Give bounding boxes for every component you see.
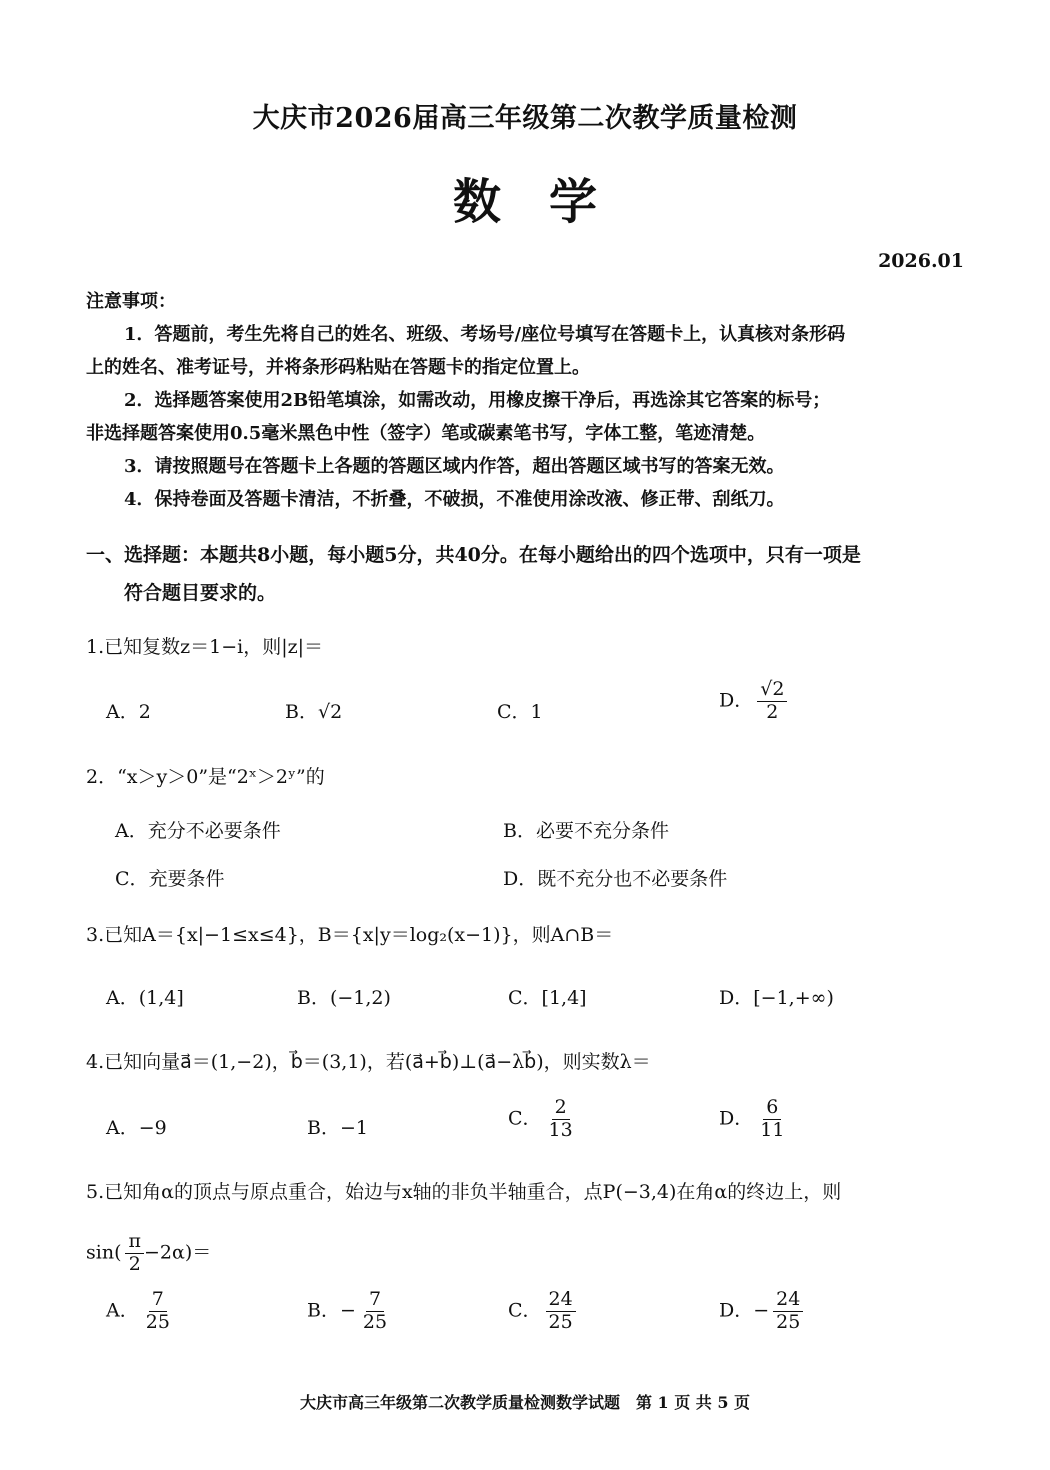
fraction	[546, 1290, 576, 1333]
numerator: 6	[763, 1098, 781, 1120]
question-5-option-a	[106, 1290, 173, 1333]
question-5-stem-formula	[86, 1232, 211, 1275]
question-2-option-a: A．充分不必要条件	[115, 820, 281, 842]
subject-title: 数学	[452, 174, 645, 230]
exam-date: 2026.01	[878, 250, 964, 272]
question-5-option-b	[307, 1290, 390, 1333]
question-5-stem: 5.已知角α的顶点与原点重合，始边与x轴的非负半轴重合，点P(−3,4)在角α的终边上，则	[86, 1181, 842, 1203]
denominator: 25	[548, 1310, 573, 1333]
question-2-option-d: D．既不充分也不必要条件	[503, 868, 728, 890]
numerator: 7	[366, 1290, 384, 1312]
notice-item-4: 4．保持卷面及答题卡清洁，不折叠，不破损，不准使用涂改液、修正带、刮纸刀。	[124, 489, 785, 510]
option-label: A．	[106, 1299, 139, 1322]
fraction	[757, 680, 787, 723]
question-4-stem: 4.已知向量a⃗＝(1,−2)，b⃗＝(3,1)，若(a⃗+b⃗)⊥(a⃗−λb⃗)，则实数λ＝	[86, 1051, 651, 1073]
question-4-option-d	[719, 1098, 787, 1141]
denominator: 13	[548, 1118, 573, 1141]
question-3-option-d: D．[−1,+∞)	[719, 987, 834, 1009]
option-label: C．	[508, 1299, 542, 1322]
notice-item-1-cont: 上的姓名、准考证号，并将条形码粘贴在答题卡的指定位置上。	[86, 357, 590, 378]
numerator: √2	[757, 680, 787, 702]
question-2-stem: 2．“x＞y＞0”是“2ˣ＞2ʸ”的	[86, 766, 325, 788]
option-label: C．	[508, 1107, 542, 1130]
fraction	[546, 1098, 576, 1141]
exam-title: 大庆市2026届高三年级第二次教学质量检测	[252, 103, 798, 134]
option-label: D．	[719, 1107, 754, 1130]
section-heading-cont: 符合题目要求的。	[124, 582, 277, 604]
question-3-option-a: A．(1,4]	[106, 987, 184, 1009]
formula-prefix: sin(	[86, 1241, 122, 1264]
fraction	[125, 1232, 144, 1275]
page-footer: 大庆市高三年级第二次教学质量检测数学试题 第 1 页 共 5 页	[299, 1393, 751, 1412]
question-2-option-c: C．充要条件	[115, 868, 225, 890]
question-3-option-c: C．[1,4]	[508, 987, 587, 1009]
question-1-stem: 1.已知复数z＝1−i，则|z|＝	[86, 636, 324, 658]
fraction	[360, 1290, 390, 1333]
formula-suffix: −2α)＝	[143, 1241, 212, 1264]
numerator: 24	[546, 1290, 576, 1312]
question-4-option-c	[508, 1098, 576, 1141]
notice-item-1: 1．答题前，考生先将自己的姓名、班级、考场号/座位号填写在答题卡上，认真核对条形码	[124, 324, 846, 345]
numerator: π	[125, 1232, 144, 1254]
denominator: 2	[766, 700, 779, 723]
fraction	[757, 1098, 787, 1141]
fraction	[773, 1290, 803, 1333]
notice-item-2: 2．选择题答案使用2B铅笔填涂，如需改动，用橡皮擦干净后，再选涂其它答案的标号；	[124, 390, 831, 411]
option-label: B．−	[307, 1299, 356, 1322]
denominator: 2	[128, 1252, 141, 1275]
notice-item-2-cont: 非选择题答案使用0.5毫米黑色中性（签字）笔或碳素笔书写，字体工整，笔迹清楚。	[86, 423, 766, 444]
question-1-option-a: A．2	[106, 701, 151, 723]
question-1-option-d	[719, 680, 787, 723]
denominator: 25	[776, 1310, 801, 1333]
question-5-option-d	[719, 1290, 803, 1333]
option-label: D．	[719, 689, 754, 712]
denominator: 11	[760, 1118, 785, 1141]
numerator: 24	[773, 1290, 803, 1312]
numerator: 7	[149, 1290, 167, 1312]
question-4-option-a: A．−9	[106, 1117, 167, 1139]
question-2-option-b: B．必要不充分条件	[503, 820, 669, 842]
notice-item-3: 3．请按照题号在答题卡上各题的答题区域内作答，超出答题区域书写的答案无效。	[124, 456, 785, 477]
option-label: D．−	[719, 1299, 770, 1322]
notice-heading: 注意事项：	[86, 291, 176, 312]
question-3-stem: 3.已知A＝{x|−1≤x≤4}，B＝{x|y＝log₂(x−1)}，则A∩B＝	[86, 924, 614, 946]
denominator: 25	[145, 1310, 170, 1333]
numerator: 2	[552, 1098, 570, 1120]
denominator: 25	[362, 1310, 388, 1333]
question-3-option-b: B．(−1,2)	[297, 987, 391, 1009]
fraction	[143, 1290, 173, 1333]
question-4-option-b: B．−1	[307, 1117, 368, 1139]
section-heading: 一、选择题：本题共8小题，每小题5分，共40分。在每小题给出的四个选项中，只有一项是	[86, 544, 861, 566]
question-1-option-c: C．1	[497, 701, 543, 723]
question-1-option-b: B．√2	[285, 701, 343, 723]
question-5-option-c	[508, 1290, 576, 1333]
